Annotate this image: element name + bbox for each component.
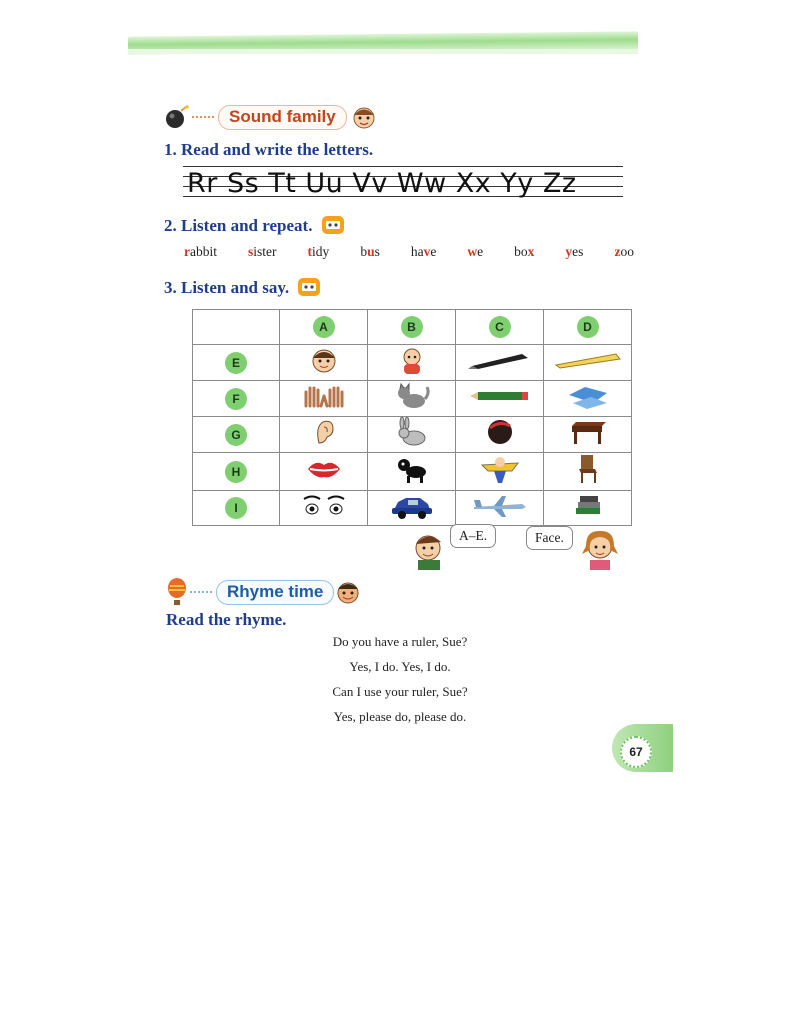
row-label-g: G bbox=[225, 424, 247, 446]
cassette-icon bbox=[321, 215, 345, 235]
cassette-icon bbox=[297, 277, 321, 297]
hands-icon bbox=[302, 382, 346, 410]
grid-header-row bbox=[193, 310, 632, 345]
word-rest: abbit bbox=[190, 244, 217, 259]
exercise-1-heading: 1. Read and write the letters. bbox=[164, 140, 374, 159]
clothes-icon bbox=[563, 381, 613, 411]
word-rest: oo bbox=[620, 244, 634, 259]
ear-icon bbox=[309, 417, 339, 447]
highlighted-letter: y bbox=[565, 244, 573, 259]
girl-speaker-icon bbox=[578, 528, 622, 570]
phonics-word bbox=[308, 244, 330, 260]
highlighted-letter: v bbox=[423, 244, 431, 259]
phonics-word bbox=[467, 244, 483, 260]
word-rest: s bbox=[374, 244, 380, 259]
page-number: 67 bbox=[620, 736, 652, 768]
ball-icon bbox=[485, 417, 515, 447]
column-label-a: A bbox=[313, 316, 335, 338]
highlighted-letter: z bbox=[614, 244, 621, 259]
desk-icon bbox=[568, 418, 608, 446]
row-label-h: H bbox=[225, 461, 247, 483]
top-green-band-fade bbox=[128, 49, 638, 54]
boy-face-icon bbox=[349, 104, 379, 130]
girl-speech-bubble: Face. bbox=[526, 526, 573, 550]
boy-speech-bubble: A–E. bbox=[450, 524, 496, 548]
grid-row-f bbox=[193, 381, 632, 417]
eyes-icon bbox=[300, 494, 348, 518]
sound-family-title: Sound family bbox=[218, 105, 347, 130]
phonics-word bbox=[614, 244, 634, 260]
rhyme-time-title: Rhyme time bbox=[216, 580, 334, 605]
cat-icon bbox=[392, 381, 432, 411]
boy-face-icon bbox=[304, 345, 344, 375]
boy-speaker-icon bbox=[408, 530, 450, 570]
phonics-word bbox=[411, 244, 437, 260]
phonics-word bbox=[514, 244, 534, 260]
letter-writing-lines bbox=[183, 166, 623, 206]
rhyme-line-3: Can I use your ruler, Sue? bbox=[332, 684, 468, 699]
word-prefix: b bbox=[360, 244, 368, 259]
exercise-3-heading: 3. Listen and say. bbox=[164, 277, 321, 298]
phonics-word-row bbox=[184, 244, 634, 260]
pen-icon bbox=[468, 350, 532, 370]
plane-icon bbox=[472, 494, 528, 518]
word-rest: e bbox=[430, 244, 437, 259]
highlighted-letter: w bbox=[467, 244, 478, 259]
grid-corner-cell bbox=[193, 310, 280, 345]
rhyme-line-2: Yes, I do. Yes, I do. bbox=[349, 659, 451, 674]
column-label-d: D bbox=[577, 316, 599, 338]
row-label-e: E bbox=[225, 352, 247, 374]
bomb-icon bbox=[164, 105, 190, 129]
word-rest: es bbox=[572, 244, 584, 259]
baby-icon bbox=[392, 345, 432, 375]
word-rest: e bbox=[477, 244, 484, 259]
ruler-icon bbox=[554, 351, 622, 369]
highlighted-letter: x bbox=[527, 244, 535, 259]
word-prefix: bo bbox=[514, 244, 528, 259]
rhyme-line-4: Yes, please do, please do. bbox=[333, 709, 467, 724]
books-icon bbox=[572, 492, 604, 520]
grid-row-e bbox=[193, 345, 632, 381]
chair-icon bbox=[573, 453, 603, 485]
badge-dots bbox=[190, 591, 212, 593]
dog-icon bbox=[392, 454, 432, 484]
rhyme-line-1: Do you have a ruler, Sue? bbox=[332, 634, 468, 649]
boy-face-icon bbox=[334, 579, 362, 605]
exercise-2-heading: 2. Listen and repeat. bbox=[164, 215, 345, 236]
column-label-b: B bbox=[401, 316, 423, 338]
phonics-word bbox=[360, 244, 380, 260]
word-rest: idy bbox=[312, 244, 330, 259]
highlighted-letter: r bbox=[184, 244, 190, 259]
highlighted-letter: t bbox=[307, 244, 313, 259]
pencil-icon bbox=[470, 389, 530, 403]
car-icon bbox=[390, 492, 434, 520]
sound-family-badge bbox=[164, 104, 379, 130]
mouth-icon bbox=[304, 457, 344, 481]
highlighted-letter: u bbox=[367, 244, 375, 259]
row-label-f: F bbox=[225, 388, 247, 410]
rhyme-time-badge bbox=[166, 578, 362, 606]
alphabet-letters: Rr Ss Tt Uu Vv Ww Xx Yy Zz bbox=[187, 168, 577, 199]
picture-grid bbox=[192, 309, 632, 526]
badge-dots bbox=[192, 116, 214, 118]
highlighted-letter: s bbox=[248, 244, 254, 259]
word-rest: ister bbox=[253, 244, 277, 259]
phonics-word bbox=[248, 244, 277, 260]
read-rhyme-heading: Read the rhyme. bbox=[166, 610, 287, 629]
doll-icon bbox=[478, 453, 522, 485]
grid-row-i bbox=[193, 491, 632, 526]
grid-row-g bbox=[193, 417, 632, 453]
phonics-word bbox=[565, 244, 583, 260]
hot-air-balloon-icon bbox=[166, 578, 188, 606]
column-label-c: C bbox=[489, 316, 511, 338]
row-label-i: I bbox=[225, 497, 247, 519]
word-prefix: ha bbox=[410, 244, 424, 259]
phonics-word bbox=[184, 244, 217, 260]
rabbit-icon bbox=[392, 417, 432, 447]
grid-row-h bbox=[193, 453, 632, 491]
